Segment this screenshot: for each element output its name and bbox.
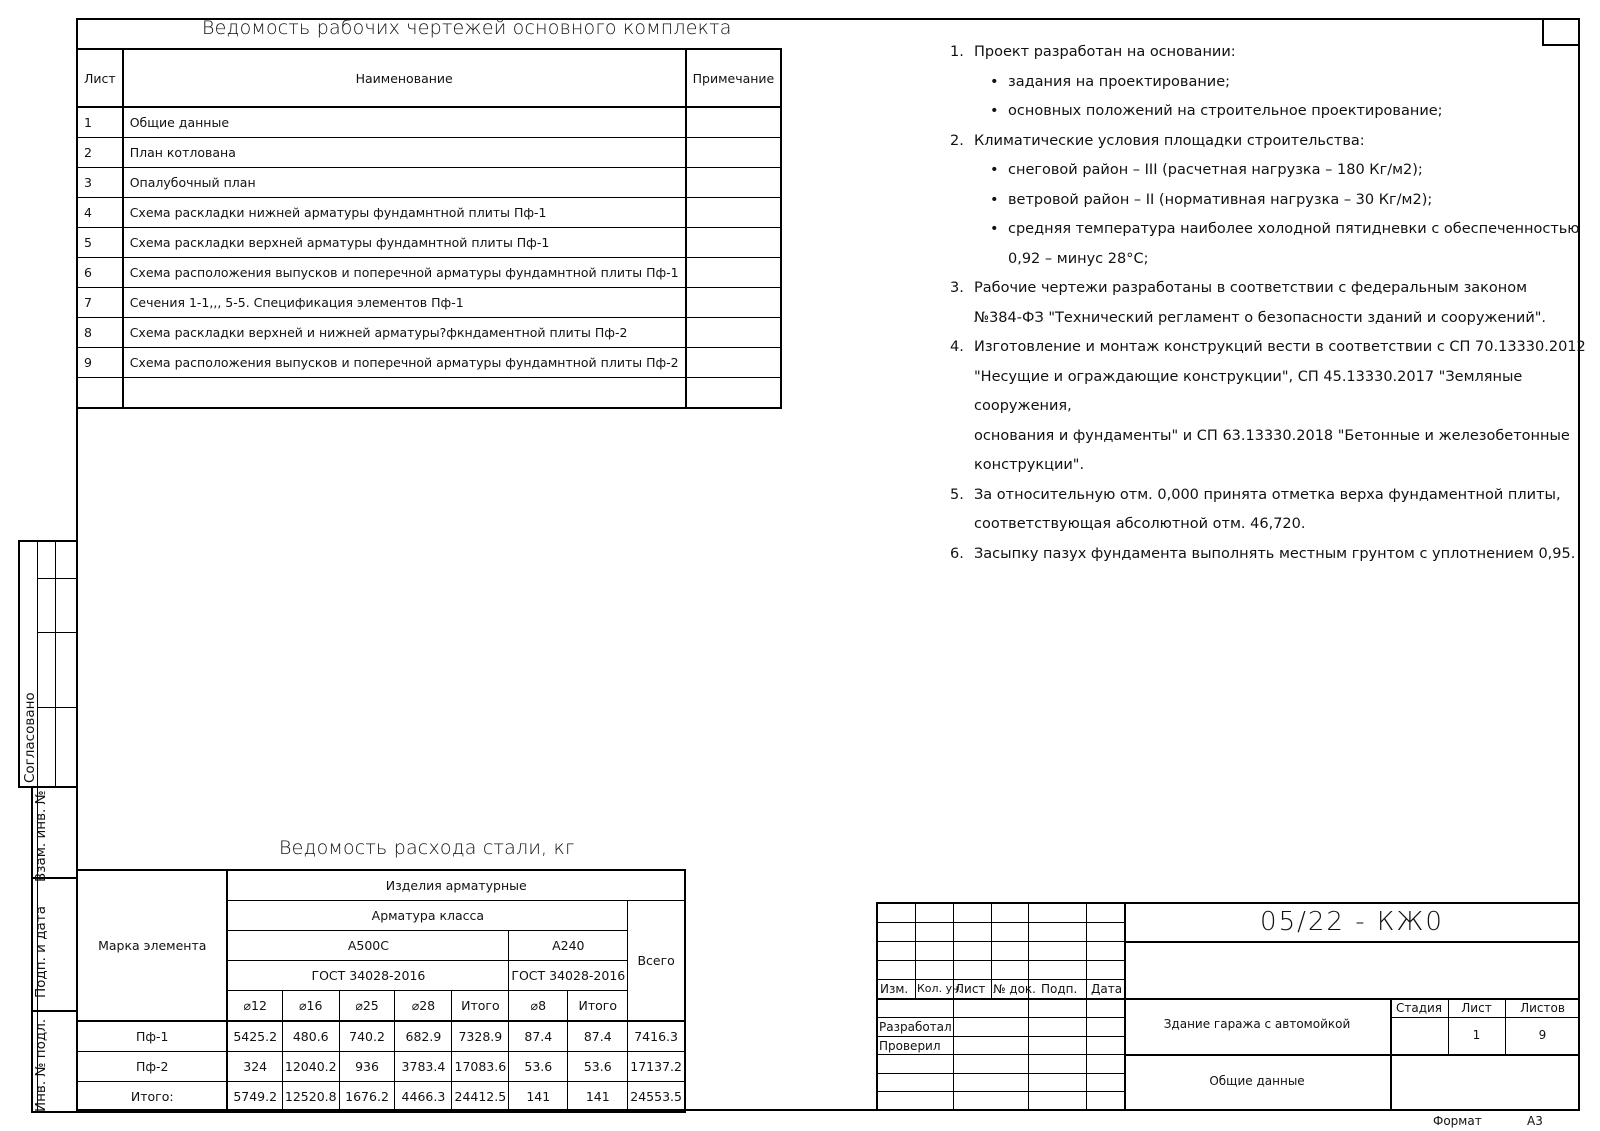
col-kol: Кол. уч.: [917, 982, 963, 995]
sheet-name: Схема раскладки верхней арматуры фундамнтной плиты Пф-1: [123, 228, 686, 258]
note-line: Рабочие чертежи разработаны в соответствии с федеральным законом: [974, 280, 1528, 296]
note-item: [948, 333, 1588, 481]
steel-value: 24412.5: [452, 1082, 509, 1113]
class-a500: А500С: [227, 931, 508, 961]
table-row: [77, 168, 781, 198]
steel-value: 53.6: [568, 1052, 628, 1082]
note-line: "Несущие и ограждающие конструкции", СП 45.13330.2017 "Земляные сооружения,: [974, 368, 1523, 414]
table-row: [77, 378, 781, 409]
note-bullet: [948, 186, 1588, 216]
sheet-name: Схема раскладки нижней арматуры фундамнтной плиты Пф-1: [123, 198, 686, 228]
table-row: [77, 1082, 685, 1113]
format-label: Формат: [1433, 1114, 1482, 1128]
bullet-icon: •: [990, 221, 999, 237]
element-mark: Итого:: [77, 1082, 227, 1113]
sheet-title: Общие данные: [1209, 1074, 1305, 1088]
sheet-note: [686, 107, 782, 138]
steel-value: 141: [568, 1082, 628, 1113]
table-row: [77, 107, 781, 138]
sheet-number: 2: [77, 138, 123, 168]
table-row: [77, 258, 781, 288]
note-number: 6.: [950, 545, 964, 562]
steel-value: 24553.5: [628, 1082, 685, 1113]
sheet-number: 1: [77, 107, 123, 138]
table-row: [77, 288, 781, 318]
note-bullet: [948, 156, 1588, 186]
table-row: [77, 138, 781, 168]
drawings-list-table: [76, 48, 782, 409]
sheet-number: 6: [77, 258, 123, 288]
agreed-label: Согласовано: [22, 692, 38, 783]
total-header: Всего: [628, 901, 685, 1022]
steel-value: 7328.9: [452, 1021, 509, 1052]
mark-header: Марка элемента: [77, 870, 227, 1021]
table-row: [77, 228, 781, 258]
bullet-line: задания на проектирование;: [1008, 73, 1231, 90]
steel-value: 141: [509, 1082, 568, 1113]
sheet-number: 4: [77, 198, 123, 228]
general-notes: [948, 38, 1588, 569]
sheet-note: [686, 198, 782, 228]
sheet-number: 8: [77, 318, 123, 348]
bullet-line: основных положений на строительное проектирование;: [1008, 103, 1443, 119]
note-number: 3.: [950, 280, 964, 296]
steel-value: 12520.8: [282, 1082, 339, 1113]
note-item: [948, 481, 1588, 540]
class-header: Арматура класса: [227, 901, 627, 931]
note-number: 1.: [950, 44, 964, 60]
col-date: Дата: [1091, 982, 1123, 996]
diameter-header: ⌀16: [282, 991, 339, 1022]
bullet-line: средняя температура наиболее холодной пятидневки с обеспеченностью: [1008, 221, 1580, 237]
steel-value: 324: [227, 1052, 282, 1082]
sheet-name: Сечения 1-1,,, 5-5. Спецификация элементов Пф-1: [123, 288, 686, 318]
note-number: 2.: [950, 132, 964, 149]
note-bullet: [948, 97, 1588, 127]
sheet-note: [686, 348, 782, 378]
table-row: [77, 198, 781, 228]
note-line: Проект разработан на основании:: [974, 44, 1236, 60]
sheet-value: 1: [1472, 1028, 1481, 1042]
products-header: Изделия арматурные: [227, 870, 685, 901]
note-item: [948, 274, 1588, 333]
sheet-number: 3: [77, 168, 123, 198]
sheet-name: План котлована: [123, 138, 686, 168]
table-row: [77, 1021, 685, 1052]
note-line: №384-ФЗ "Технический регламент о безопасности зданий и сооружений".: [974, 309, 1547, 326]
diameter-header: ⌀25: [339, 991, 395, 1022]
sign-date-label: Подп. и дата: [33, 906, 49, 998]
steel-value: 53.6: [509, 1052, 568, 1082]
steel-value: 1676.2: [339, 1082, 395, 1113]
col-sign: Подп.: [1041, 982, 1078, 996]
subtotal-header: Итого: [452, 991, 509, 1022]
table-row: [77, 318, 781, 348]
sheet-name: Опалубочный план: [123, 168, 686, 198]
bullet-line: ветровой район – II (нормативная нагрузка – 30 Кг/м2);: [1008, 191, 1433, 208]
diameter-header: ⌀12: [227, 991, 282, 1022]
checked-label: Проверил: [879, 1039, 941, 1053]
sheet-number: 9: [77, 348, 123, 378]
bullet-icon: •: [990, 73, 999, 90]
note-item: [948, 127, 1588, 157]
col-izm: Изм.: [880, 982, 909, 996]
note-number: 5.: [950, 486, 964, 503]
steel-table-title: Ведомость расхода стали, кг: [279, 837, 575, 859]
subtotal-header: Итого: [568, 991, 628, 1022]
document-code: 05/22 - КЖ0: [1260, 907, 1444, 937]
sheet-note: [686, 318, 782, 348]
sheet-number: 5: [77, 228, 123, 258]
sheet-note: [686, 258, 782, 288]
inv-replace-label: Взам. инв. №: [33, 790, 49, 882]
steel-value: 5749.2: [227, 1082, 282, 1113]
format-value: А3: [1527, 1114, 1543, 1128]
note-bullet: [948, 215, 1588, 274]
steel-value: 12040.2: [282, 1052, 339, 1082]
table-row: [77, 348, 781, 378]
steel-value: 17137.2: [628, 1052, 685, 1082]
steel-value: 682.9: [395, 1021, 452, 1052]
note-line: конструкции".: [974, 457, 1085, 473]
sheet-name: Схема раскладки верхней и нижней арматуры?фкндаментной плиты Пф-2: [123, 318, 686, 348]
sheets-label: Листов: [1520, 1001, 1565, 1015]
building-name: Здание гаража с автомойкой: [1163, 1017, 1351, 1031]
diameter-header: ⌀8: [509, 991, 568, 1022]
note-item: [948, 38, 1588, 68]
steel-value: 87.4: [509, 1021, 568, 1052]
steel-value: 480.6: [282, 1021, 339, 1052]
bullet-line: снеговой район – III (расчетная нагрузка – 180 Кг/м2);: [1008, 162, 1423, 178]
header-name: Наименование: [123, 49, 686, 107]
sheet-number: [77, 378, 123, 409]
steel-consumption-table: [76, 869, 686, 1113]
steel-value: 17083.6: [452, 1052, 509, 1082]
steel-value: 936: [339, 1052, 395, 1082]
note-line: соответствующая абсолютной отм. 46,720.: [974, 516, 1306, 532]
developed-label: Разработал: [879, 1020, 952, 1034]
drawings-list-title: Ведомость рабочих чертежей основного комплекта: [202, 17, 732, 39]
sheet-number: 7: [77, 288, 123, 318]
sheet-note: [686, 168, 782, 198]
steel-value: 4466.3: [395, 1082, 452, 1113]
gost-a240: ГОСТ 34028-2016: [509, 961, 628, 991]
title-block: [876, 902, 1580, 1111]
sheet-label: Лист: [1461, 1001, 1492, 1015]
sheet-name: Схема расположения выпусков и поперечной арматуры фундамнтной плиты Пф-2: [123, 348, 686, 378]
bullet-line: 0,92 – минус 28°С;: [1008, 250, 1149, 267]
sheet-note: [686, 378, 782, 409]
header-note: Примечание: [686, 49, 782, 107]
bullet-icon: •: [990, 162, 999, 178]
element-mark: Пф-2: [77, 1052, 227, 1082]
steel-value: 87.4: [568, 1021, 628, 1052]
sheets-value: 9: [1538, 1028, 1547, 1042]
steel-value: 5425.2: [227, 1021, 282, 1052]
steel-value: 3783.4: [395, 1052, 452, 1082]
note-bullet: [948, 68, 1588, 98]
sheet-name: Схема расположения выпусков и поперечной арматуры фундамнтной плиты Пф-1: [123, 258, 686, 288]
note-line: Засыпку пазух фундамента выполнять местным грунтом с уплотнением 0,95.: [974, 545, 1576, 562]
note-number: 4.: [950, 339, 964, 355]
bullet-icon: •: [990, 191, 999, 208]
col-doc: № док.: [993, 982, 1036, 996]
class-a240: А240: [509, 931, 628, 961]
note-line: основания и фундаменты" и СП 63.13330.2018 "Бетонные и железобетонные: [974, 427, 1570, 444]
steel-value: 740.2: [339, 1021, 395, 1052]
table-row: [77, 1052, 685, 1082]
sheet-name: Общие данные: [123, 107, 686, 138]
diameter-header: ⌀28: [395, 991, 452, 1022]
note-line: Изготовление и монтаж конструкций вести в соответствии с СП 70.13330.2012: [974, 339, 1586, 355]
steel-value: 7416.3: [628, 1021, 685, 1052]
stage-label: Стадия: [1395, 1001, 1443, 1015]
sheet-note: [686, 288, 782, 318]
element-mark: Пф-1: [77, 1021, 227, 1052]
header-sheet: Лист: [77, 49, 123, 107]
bullet-icon: •: [990, 103, 999, 119]
sheet-note: [686, 228, 782, 258]
note-line: Климатические условия площадки строительства:: [974, 132, 1365, 149]
col-list: Лист: [955, 982, 986, 996]
inv-orig-label: Инв. № подл.: [33, 1018, 49, 1112]
gost-a500: ГОСТ 34028-2016: [227, 961, 508, 991]
sheet-note: [686, 138, 782, 168]
note-item: [948, 540, 1588, 570]
sheet-name: [123, 378, 686, 409]
note-line: За относительную отм. 0,000 принята отметка верха фундаментной плиты,: [974, 486, 1561, 503]
